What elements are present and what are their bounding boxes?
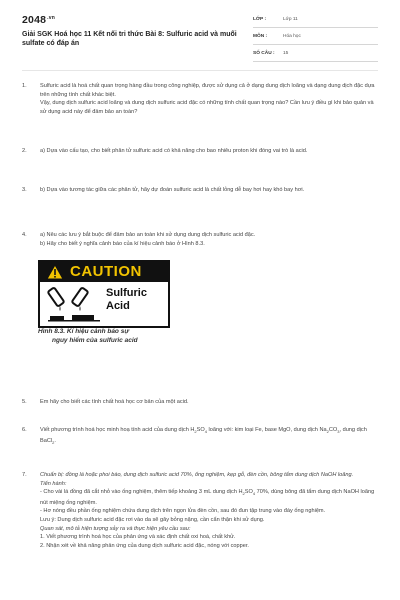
meta-value: 15 [283,51,289,56]
meta-row-count [253,49,378,62]
chemical-label-line: Acid [106,300,130,312]
meta-label: SỐ CÂU : [253,51,275,56]
header [0,0,400,66]
question-line: Quan sát, mô tả hiện tượng xảy ra và thực hiện yêu cầu sau: [40,525,191,532]
question-line: 2. Nhận xét về khả năng phản ứng của dung dịch sulfuric acid đặc, nóng với copper. [40,542,249,549]
chemical-label [106,287,147,313]
question-number: 6. [22,427,27,433]
caption-line: Hình 8.3. Kí hiệu cảnh báo sự [38,328,129,335]
question-line: a) Nêu các lưu ý bắt buộc để đảm bảo an toàn khi sử dụng dung dịch sulfuric acid đặc. [40,232,256,238]
caution-sign [38,260,170,328]
question-line: a) Dựa vào cấu tạo, cho biết phân tử sulfuric acid có khả năng cho bao nhiêu proton khi đóng vai trò là acid. [40,148,308,154]
question-text [40,398,378,407]
question-number: 3. [22,187,27,193]
document-title: Giải SGK Hoá học 11 Kết nối tri thức Bài 8: Sulfuric acid và muối sulfate có đáp án [22,31,237,47]
question-line: - Cho vài lá đồng đã cắt nhỏ vào ống nghiệm, thêm tiếp khoảng 3 mL dung dịch $H_2SO_4$ 70%, dùng bông đã tẩm dung dịch NaOH loãng nút miệng ống nghiệm. [40,489,375,506]
question-number: 4. [22,232,27,238]
caution-header-bar [40,262,168,282]
question-number: 7. [22,472,27,478]
question-text [40,426,378,447]
meta-row-subject [253,32,378,45]
meta-panel [253,15,378,66]
question-line: b) Hãy cho biết ý nghĩa cảnh báo của kí hiệu cảnh báo ở Hình 8.3. [40,240,205,247]
header-divider [22,70,378,71]
question-text [40,186,378,195]
question-number: 5. [22,399,27,405]
question-line: Em hãy cho biết các tính chất hoá học cơ bản của một acid. [40,399,189,405]
meta-row-class [253,15,378,28]
warning-triangle-icon [46,264,64,280]
question-line: Sulfuric acid là hoá chất quan trọng hàng đầu trong công nghiệp, được sử dụng cả ở dạng dung dịch loãng và dạng dung dịch đặc dựa trên những tính chất khác biệt. [40,83,375,98]
question-text [40,82,378,116]
question-text [40,147,378,156]
caption-line: nguy hiểm của sulfuric acid [52,336,138,344]
figure-caption [38,328,178,345]
question-line: b) Dựa vào tương tác giữa các phân tử, hãy dự đoán sulfuric acid là chất lỏng dễ bay hơi hay khó bay hơi. [40,187,305,193]
question-line: Chuẩn bị: đồng lá hoặc phoi bào, dung dịch sulfuric acid 70%, ống nghiệm, kẹp gỗ, đèn cồn, bông tẩm dung dịch NaOH loãng. [40,472,354,478]
question-line: Vậy, dung dịch sulfuric acid loãng và dung dịch sulfuric acid đặc có những tính chất quan trọng nào? Cần lưu ý điều gì khi bảo quản và sử dụng acid này để đảm bảo an toàn? [40,100,374,115]
caution-word: CAUTION [70,263,142,280]
question-line: - Hơ nóng đều phần ống nghiệm chứa dung dịch trên ngọn lửa đèn cồn, sau đó đun tập trung vào đáy ống nghiệm. [40,508,326,515]
question-text [40,471,378,550]
meta-label: MÔN : [253,34,268,39]
question-number: 1. [22,83,27,89]
question-line: Viết phương trình hoá học minh hoạ tính acid của dung dịch $H_2SO_4$ loãng với: kim loại Fe, base MgO, dung dịch $Na_2CO_3$, dung dịch BaCl$_2$. [40,427,367,445]
question-line: 1. Viết phương trình hoá học của phản ứng và xác định chất oxi hoá, chất khử. [40,534,236,541]
chemical-label-line: Sulfuric [106,287,147,299]
meta-value: Lớp 11 [283,17,298,22]
meta-label: LỚP : [253,17,267,22]
site-logo[interactable]: $2048^{.vn}$ [22,14,55,26]
question-text [40,231,378,248]
meta-value: Hóa học [283,34,301,39]
question-number: 2. [22,148,27,154]
question-line: Lưu ý: Dung dịch sulfuric acid đặc rơi vào da sẽ gây bỏng nặng, cần cẩn thận khi sử dụng. [40,517,265,524]
caution-figure [38,260,168,346]
question-line: Tiến hành: [40,480,67,487]
corrosive-hazard-icon [46,286,104,322]
